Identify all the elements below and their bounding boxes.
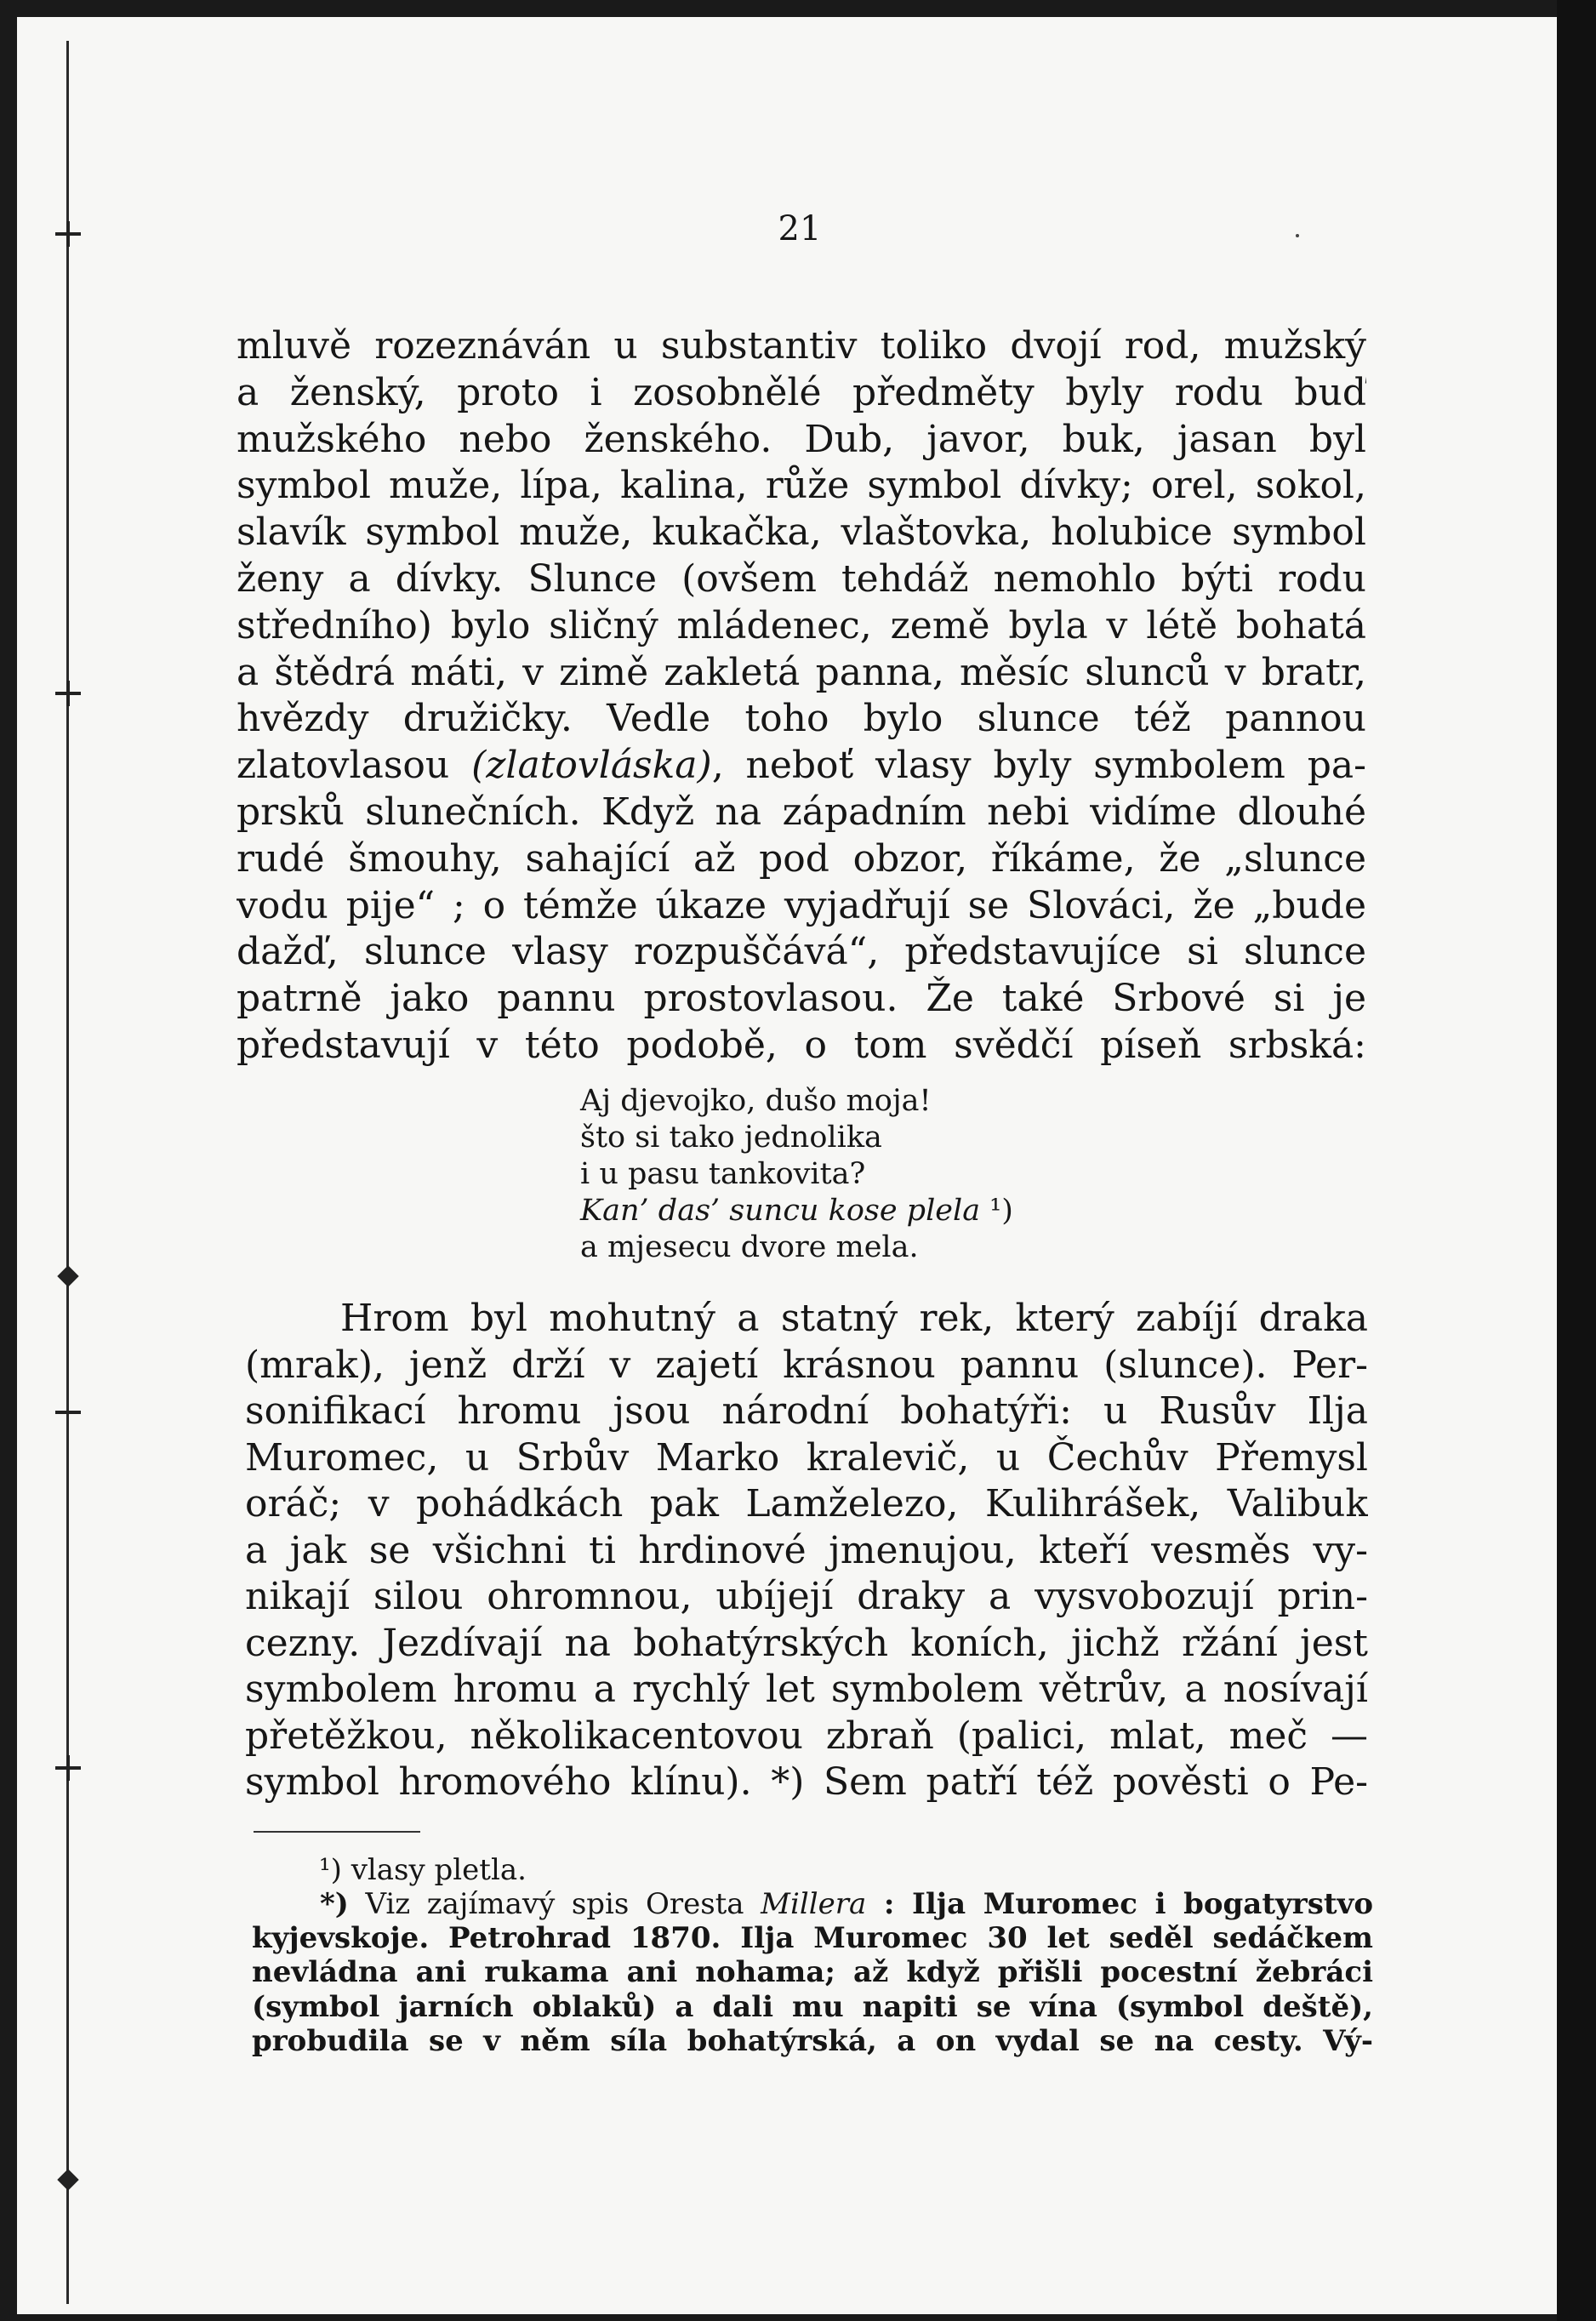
text-line: patrně jako pannu prostovlasou. Že také Srbové si je (237, 977, 1366, 1021)
author-name: Millera (761, 1887, 867, 1921)
footnote-line: (symbol jarních oblaků) a dali mu napiti se vína (symbol deště), (252, 1989, 1373, 2024)
text-line: středního) bylo sličný mládenec, země byla v létě bohatá (237, 603, 1366, 647)
text-line: a štědrá máti, v zimě zakletá panna, měsíc slunců v bratr, (237, 650, 1366, 694)
paragraph-2 (245, 1296, 1368, 1806)
text-line: rudé šmouhy, sahající až pod obzor, říkáme, že „slunce (237, 836, 1366, 881)
text-line: a ženský, proto i zosobnělé předměty byly rodu buď (237, 370, 1366, 414)
register-diamond-icon (55, 1263, 81, 1289)
text-segment: zlatovlasou (237, 744, 472, 788)
text-line: sonifikací hromu jsou národní bohatýři: u Rusův Ilja (245, 1389, 1368, 1433)
text-line: dažď, slunce vlasy rozpuščává“, představujíce si slunce (237, 930, 1366, 974)
text-line: nikají silou ohromnou, ubíjejí draky a vysvobozují prin- (245, 1575, 1368, 1618)
italic-term: (zlatovláska) (471, 744, 712, 788)
footnote-line: probudila se v něm síla bohatýrská, a on vydal se na cesty. Vý- (252, 2023, 1373, 2058)
paragraph-1 (237, 323, 1366, 1069)
text-line: Hrom byl mohutný a statný rek, který zabíjí draka (340, 1297, 1368, 1340)
register-diamond-icon (55, 2167, 81, 2193)
register-mark-icon (55, 1755, 81, 1781)
text-line: mluvě rozeznáván u substantiv toliko dvojí rod, mužský (237, 324, 1366, 368)
page-number: 21 (778, 209, 822, 248)
footnote-line (252, 1887, 1373, 1921)
text-line: cezny. Jezdívají na bohatýrských koních, jichž ržání jest (245, 1621, 1368, 1665)
text-line: přetěžkou, několikacentovou zbraň (palici, mlat, meč — (245, 1714, 1368, 1758)
scan-border (1557, 0, 1596, 2321)
footnote-2 (252, 1887, 1373, 2058)
text-line: Muromec, u Srbův Marko kralevič, u Čechův Přemysl (245, 1435, 1368, 1480)
footnote-rule (254, 1831, 420, 1833)
footnote-line: nevládna ani rukama ani nohama; až když přišli pocestní žebráci (252, 1955, 1373, 1990)
poem-line: i u pasu tankovita? (580, 1157, 866, 1191)
italic-verse: Kan’ das’ suncu kose plela (580, 1194, 981, 1228)
print-speck (1296, 234, 1299, 237)
text-line: vodu pije“ ; o témže úkaze vyjadřují se Slováci, že „bude (237, 883, 1366, 927)
text-line: symbolem hromu a rychlý let symbolem větrův, a nosívají (245, 1668, 1368, 1711)
poem-line: Aj djevojko, dušo moja! (580, 1084, 932, 1118)
text-segment: : Ilja Muromec i bogatyrstvo (866, 1887, 1373, 1921)
register-mark-icon (55, 1400, 81, 1425)
text-line: hvězdy družičky. Vedle toho bylo slunce též pannou (237, 697, 1366, 741)
text-line: ženy a dívky. Slunce (ovšem tehdáž nemohlo býti rodu (237, 556, 1366, 601)
text-segment: , neboť vlasy byly symbolem pa- (711, 744, 1366, 788)
poem-line-italic (580, 1193, 1133, 1229)
text-line: a jak se všichni ti hrdinové jmenujou, kteří vesměs vy- (245, 1528, 1368, 1572)
poem-line: što si tako jednolika (580, 1121, 882, 1155)
text-segment: Viz zajímavý spis Oresta (348, 1887, 761, 1921)
text-line: symbol muže, lípa, kalina, růže symbol dívky; orel, sokol, (237, 464, 1366, 508)
text-line: mužského nebo ženského. Dub, javor, buk, jasan byl (237, 417, 1366, 461)
footnote-1: ¹) vlasy pletla. (319, 1853, 527, 1887)
footnote-ref: ¹) (989, 1194, 1013, 1228)
text-line: (mrak), jenž drží v zajetí krásnou pannu (slunce). Per- (245, 1343, 1368, 1387)
text-line-with-italic (237, 743, 1366, 790)
register-mark-icon (55, 681, 81, 706)
text-line: slavík symbol muže, kukačka, vlaštovka, holubice symbol (237, 510, 1366, 555)
footnote-line: kyjevskoje. Petrohrad 1870. Ilja Muromec 30 let seděl sedáčkem (252, 1921, 1373, 1956)
book-page (17, 17, 1557, 2314)
poem-quote (580, 1083, 1133, 1266)
binding-edge (66, 41, 69, 2304)
text-line: oráč; v pohádkách pak Lamželezo, Kulihrášek, Valibuk (245, 1482, 1368, 1525)
text-line: symbol hromového klínu). *) Sem patří též pověsti o Pe- (245, 1760, 1368, 1804)
text-line: prsků slunečních. Když na západním nebi vidíme dlouhé (237, 790, 1366, 834)
poem-line: a mjesecu dvore mela. (580, 1230, 919, 1264)
footnote-marker: *) (320, 1887, 349, 1921)
text-line: představují v této podobě, o tom svědčí píseň srbská: (237, 1023, 1366, 1067)
register-mark-icon (55, 221, 81, 247)
